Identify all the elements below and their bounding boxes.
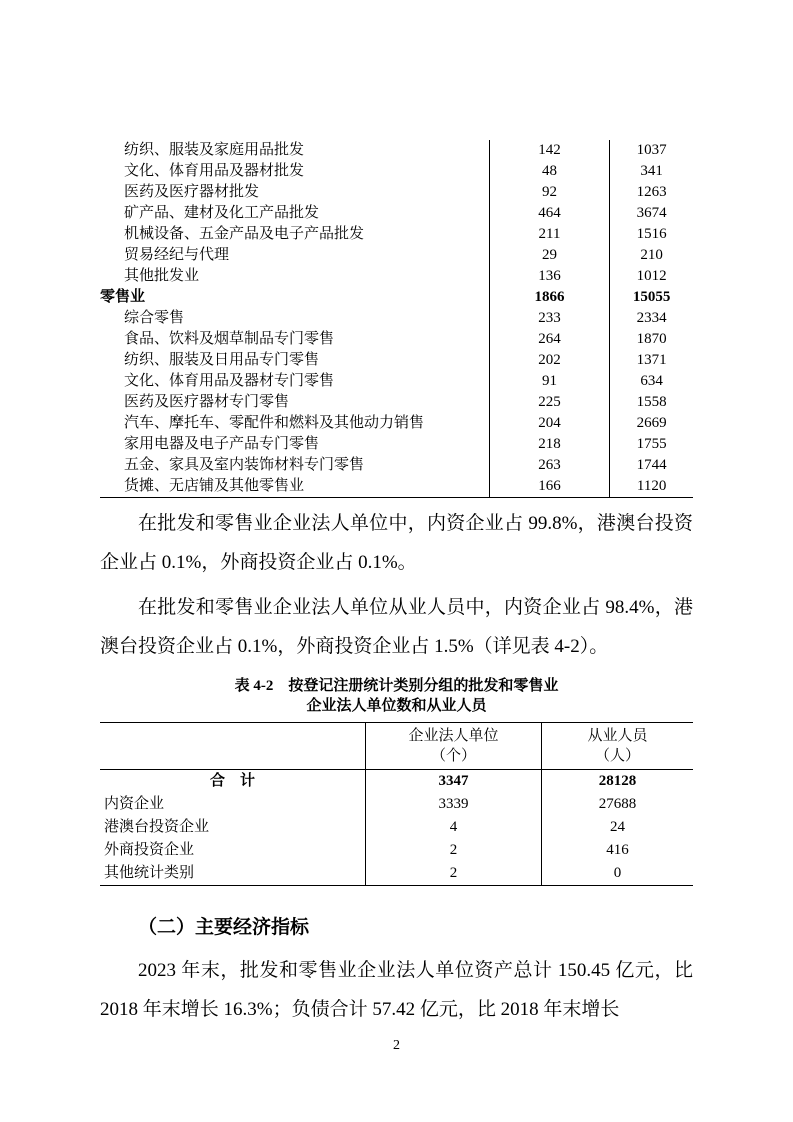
row-label: 纺织、服装及日用品专门零售 — [124, 352, 320, 368]
persons-cell: 1870 — [609, 329, 693, 350]
table-row — [100, 455, 693, 476]
units-cell: 2 — [365, 862, 541, 885]
header-units-unit: （个） — [430, 748, 476, 764]
header-persons-unit: （人） — [594, 748, 640, 764]
units-cell: 233 — [489, 308, 610, 329]
units-cell: 136 — [489, 266, 610, 287]
persons-cell: 24 — [541, 816, 693, 839]
header-persons-label: 从业人员 — [587, 728, 648, 744]
units-cell: 2 — [365, 839, 541, 862]
table-row — [100, 371, 693, 392]
row-label: 文化、体育用品及器材批发 — [124, 163, 305, 179]
units-cell: 1866 — [489, 287, 610, 308]
table-row — [100, 793, 693, 816]
row-label: 零售业 — [100, 289, 146, 305]
units-cell: 91 — [489, 371, 610, 392]
row-label: 内资企业 — [104, 796, 165, 812]
row-label: 家用电器及电子产品专门零售 — [124, 436, 320, 452]
persons-cell: 15055 — [609, 287, 693, 308]
persons-cell: 634 — [609, 371, 693, 392]
units-cell: 142 — [489, 140, 610, 161]
table-4-2-title-line1: 表 4-2 按登记注册统计类别分组的批发和零售业 — [234, 678, 559, 694]
units-cell: 225 — [489, 392, 610, 413]
table-row — [100, 140, 693, 161]
row-label: 医药及医疗器材专门零售 — [124, 394, 290, 410]
table-row — [100, 287, 693, 308]
row-label: 食品、饮料及烟草制品专门零售 — [124, 331, 335, 347]
table-4-2-body — [100, 770, 693, 885]
row-label: 纺织、服装及家庭用品批发 — [124, 142, 305, 158]
persons-cell: 2669 — [609, 413, 693, 434]
table-row — [100, 392, 693, 413]
table-row — [100, 308, 693, 329]
table-row — [100, 413, 693, 434]
units-cell: 204 — [489, 413, 610, 434]
paragraph-unit-share: 在批发和零售业企业法人单位中，内资企业占 99.8%，港澳台投资企业占 0.1%，外商投资企业占 0.1%。 — [100, 513, 693, 573]
row-label: 综合零售 — [124, 310, 185, 326]
units-cell: 3339 — [365, 793, 541, 816]
table-row — [100, 182, 693, 203]
persons-cell: 210 — [609, 245, 693, 266]
page-number: 2 — [393, 1038, 400, 1053]
units-cell: 166 — [489, 476, 610, 497]
header-units-label: 企业法人单位 — [408, 728, 499, 744]
persons-cell: 1755 — [609, 434, 693, 455]
table-4-2-title-line2: 企业法人单位数和从业人员 — [306, 698, 487, 714]
persons-cell: 28128 — [541, 770, 693, 793]
table-row — [100, 329, 693, 350]
table-4-2-header — [100, 723, 693, 770]
units-cell: 218 — [489, 434, 610, 455]
header-units-cell — [365, 723, 541, 769]
table-row — [100, 839, 693, 862]
table-row — [100, 350, 693, 371]
row-label: 医药及医疗器材批发 — [124, 184, 260, 200]
table-row — [100, 816, 693, 839]
paragraph-employee-share: 在批发和零售业企业法人单位从业人员中，内资企业占 98.4%，港澳台投资企业占 0.1%，外商投资企业占 1.5%（详见表 4-2）。 — [100, 597, 693, 657]
persons-cell: 1037 — [609, 140, 693, 161]
units-cell: 29 — [489, 245, 610, 266]
row-label: 其他统计类别 — [104, 865, 195, 881]
persons-cell: 1263 — [609, 182, 693, 203]
table-row — [100, 203, 693, 224]
persons-cell: 2334 — [609, 308, 693, 329]
table-row — [100, 266, 693, 287]
units-cell: 202 — [489, 350, 610, 371]
table-row — [100, 770, 693, 793]
units-cell: 211 — [489, 224, 610, 245]
persons-cell: 1558 — [609, 392, 693, 413]
persons-cell: 1516 — [609, 224, 693, 245]
units-cell: 263 — [489, 455, 610, 476]
row-label: 文化、体育用品及器材专门零售 — [124, 373, 335, 389]
persons-cell: 1120 — [609, 476, 693, 497]
row-label: 外商投资企业 — [104, 842, 195, 858]
industry-table — [100, 140, 693, 498]
header-category-cell — [100, 723, 365, 769]
table-row — [100, 434, 693, 455]
persons-cell: 416 — [541, 839, 693, 862]
row-label: 机械设备、五金产品及电子产品批发 — [124, 226, 365, 242]
section-heading: （二）主要经济指标 — [138, 917, 310, 938]
persons-cell: 27688 — [541, 793, 693, 816]
units-cell: 3347 — [365, 770, 541, 793]
persons-cell: 1012 — [609, 266, 693, 287]
row-label: 港澳台投资企业 — [104, 819, 210, 835]
persons-cell: 1744 — [609, 455, 693, 476]
header-persons-cell — [541, 723, 693, 769]
table-4-2-title — [100, 676, 693, 716]
table-row — [100, 862, 693, 885]
units-cell: 4 — [365, 816, 541, 839]
paragraph-economic-indicators: 2023 年末，批发和零售业企业法人单位资产总计 150.45 亿元，比 2018 年末增长 16.3%；负债合计 57.42 亿元，比 2018 年末增长 — [100, 960, 693, 1020]
table-row — [100, 224, 693, 245]
row-label: 汽车、摩托车、零配件和燃料及其他动力销售 — [124, 415, 425, 431]
row-label: 五金、家具及室内装饰材料专门零售 — [124, 457, 365, 473]
persons-cell: 1371 — [609, 350, 693, 371]
persons-cell: 3674 — [609, 203, 693, 224]
table-row — [100, 161, 693, 182]
table-row — [100, 476, 693, 497]
row-label: 货摊、无店铺及其他零售业 — [124, 478, 305, 494]
table-4-2 — [100, 722, 693, 886]
units-cell: 48 — [489, 161, 610, 182]
row-label: 其他批发业 — [124, 268, 200, 284]
table-row — [100, 245, 693, 266]
persons-cell: 0 — [541, 862, 693, 885]
row-label: 合 计 — [209, 773, 255, 789]
units-cell: 92 — [489, 182, 610, 203]
row-label: 贸易经纪与代理 — [124, 247, 230, 263]
units-cell: 464 — [489, 203, 610, 224]
row-label: 矿产品、建材及化工产品批发 — [124, 205, 320, 221]
units-cell: 264 — [489, 329, 610, 350]
persons-cell: 341 — [609, 161, 693, 182]
